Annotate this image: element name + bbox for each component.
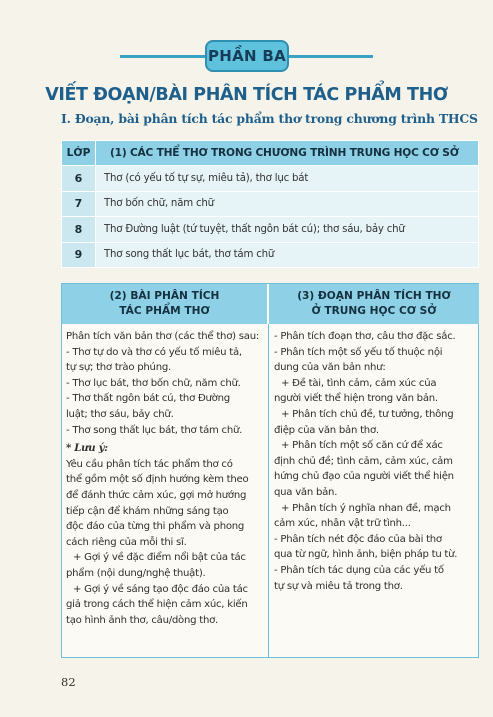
- page-title: VIẾT ĐOẠN/BÀI PHÂN TÍCH TÁC PHẨM THƠ: [45, 85, 448, 105]
- header-line: TÁC PHẨM THƠ: [119, 305, 210, 317]
- forms-cell: Thơ song thất lục bát, thơ tám chữ: [96, 242, 479, 268]
- text-line: Phân tích văn bản thơ (các thể thơ) sau:: [66, 331, 260, 342]
- note-label: * Lưu ý:: [66, 443, 108, 455]
- essay-column-header: [62, 284, 268, 324]
- text-line: tiếp cận để khám những sáng tạo: [66, 505, 229, 517]
- text-line: tự sự và miêu tả trong thơ.: [274, 580, 403, 592]
- paragraph-column-body: [274, 329, 476, 594]
- poetry-forms-table: [61, 140, 479, 268]
- text-line: + Phân tích một số căn cứ để xác: [281, 440, 443, 452]
- text-line: tạo hình ảnh thơ, câu/dòng thơ.: [66, 614, 218, 626]
- text-line: + Phân tích chủ đề, tư tưởng, thông: [281, 408, 454, 420]
- text-line: + Phân tích ý nghĩa nhan đề, mạch: [281, 502, 451, 514]
- text-line: qua từ ngữ, hình ảnh, biện pháp tu từ.: [274, 549, 458, 561]
- text-line: độc đáo của từng thi phẩm và phong: [66, 521, 245, 533]
- part-banner-label: PHẦN BA: [205, 40, 289, 72]
- text-line: - Phân tích một số yếu tố thuộc nội: [274, 346, 443, 358]
- text-line: + Gợi ý về sáng tạo độc đáo của tác: [73, 583, 248, 595]
- forms-header: (1) CÁC THỂ THƠ TRONG CHƯƠNG TRÌNH TRUNG HỌC CƠ SỞ: [96, 141, 479, 166]
- text-line: phẩm (nội dung/nghệ thuật).: [66, 567, 206, 579]
- grade-cell: 7: [62, 191, 96, 217]
- text-line: điệp của văn bản thơ.: [274, 424, 379, 436]
- grade-cell: 6: [62, 166, 96, 192]
- text-line: giả trong cách thể hiện cảm xúc, kiến: [66, 599, 248, 611]
- banner-line-right: [283, 55, 373, 58]
- text-line: - Phân tích nét độc đáo của bài thơ: [274, 533, 442, 545]
- grade-cell: 8: [62, 217, 96, 243]
- text-line: người viết thể hiện trong văn bản.: [274, 393, 438, 405]
- text-line: - Thơ thất ngôn bát cú, thơ Đường: [66, 393, 230, 405]
- text-line: Yêu cầu phân tích tác phẩm thơ có: [66, 458, 233, 470]
- text-line: thể gồm một số định hướng kèm theo: [66, 474, 249, 486]
- text-line: + Gợi ý về đặc điểm nổi bật của tác: [73, 552, 246, 564]
- text-line: + Đề tài, tình cảm, cảm xúc của: [281, 377, 437, 389]
- text-line: để đánh thức cảm xúc, gợi mở hướng: [66, 489, 247, 501]
- part-banner: [0, 38, 493, 74]
- text-line: - Phân tích đoạn thơ, câu thơ đặc sắc.: [274, 331, 456, 342]
- text-line: - Thơ song thất lục bát, thơ tám chữ.: [66, 424, 243, 436]
- table-header-row: [62, 141, 479, 166]
- forms-cell: Thơ bốn chữ, năm chữ: [96, 191, 479, 217]
- text-line: - Phân tích tác dụng của các yếu tố: [274, 564, 444, 576]
- forms-cell: Thơ (có yếu tố tự sự, miêu tả), thơ lục bát: [96, 166, 479, 192]
- header-line: (3) ĐOẠN PHÂN TÍCH THƠ: [297, 290, 451, 302]
- text-line: dung của văn bản như:: [274, 362, 386, 374]
- text-line: định chủ đề; tình cảm, cảm xúc, cảm: [274, 455, 453, 467]
- text-line: qua văn bản.: [274, 486, 338, 498]
- page-number: 82: [61, 675, 76, 689]
- forms-cell: Thơ Đường luật (tứ tuyệt, thất ngôn bát cú); thơ sáu, bảy chữ: [96, 217, 479, 243]
- text-line: cảm xúc, nhân vật trữ tình...: [274, 518, 411, 530]
- section-title: I. Đoạn, bài phân tích tác phẩm thơ trong chương trình THCS: [61, 111, 478, 126]
- text-line: - Thơ tự do và thơ có yếu tố miêu tả,: [66, 346, 242, 358]
- table-row: [62, 242, 479, 268]
- paragraph-column-header: [269, 284, 479, 324]
- text-line: cách riêng của mỗi thi sĩ.: [66, 536, 187, 548]
- text-line: - Thơ lục bát, thơ bốn chữ, năm chữ.: [66, 377, 241, 389]
- grade-header: LỚP: [62, 141, 96, 166]
- banner-line-left: [120, 55, 210, 58]
- text-line: hứng chủ đạo của người viết thể hiện: [274, 471, 454, 483]
- table-row: [62, 217, 479, 243]
- grade-cell: 9: [62, 242, 96, 268]
- header-line: Ở TRUNG HỌC CƠ SỞ: [311, 305, 437, 317]
- text-line: luật; thơ sáu, bảy chữ.: [66, 408, 174, 420]
- table-row: [62, 166, 479, 192]
- text-line: tự sự; thơ trào phúng.: [66, 362, 171, 374]
- essay-column-body: [66, 329, 265, 628]
- header-line: (2) BÀI PHÂN TÍCH: [109, 290, 220, 302]
- table-row: [62, 191, 479, 217]
- analysis-comparison-table: [61, 283, 479, 658]
- column-divider: [268, 324, 269, 658]
